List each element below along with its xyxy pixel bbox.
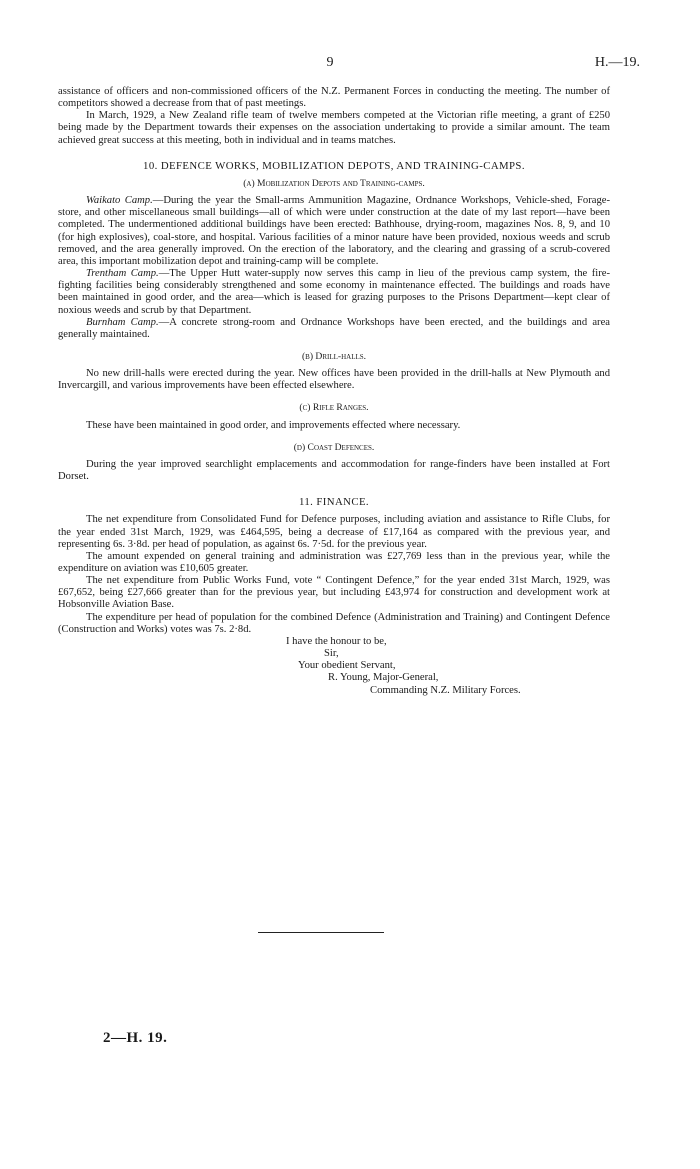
- signature-block: [58, 636, 610, 697]
- footer-mark: 2—H. 19.: [103, 1030, 168, 1046]
- subheading-a-text: (a) Mobilization Depots and Training-camps.: [243, 177, 425, 189]
- subheading-c: [58, 402, 610, 414]
- subheading-a: [58, 178, 610, 190]
- paragraph-finance-4: The expenditure per head of population for the combined Defence (Administration and Training) and Contingent Defence (Construction and Works) votes was 7s. 2·8d.: [58, 611, 610, 635]
- signature-line: Sir,: [324, 648, 339, 660]
- paragraph-coast-defences: During the year improved searchlight emplacements and accommodation for range-finders have been installed at Fort Dorset.: [58, 458, 610, 483]
- paragraph: assistance of officers and non-commissioned officers of the N.Z. Permanent Forces in conducting the meeting. The number of competitors showed a decrease from that of past meetings.: [58, 86, 610, 110]
- document-reference: H.—19.: [594, 55, 640, 70]
- section-heading-10: 10. DEFENCE WORKS, MOBILIZATION DEPOTS, AND TRAINING-CAMPS.: [143, 159, 525, 172]
- paragraph-finance-3: The net expenditure from Public Works Fund, vote “ Contingent Defence,” for the year ended 31st March, 1929, was £67,652, being £27,666 greater than for the previous year, but including £43,974 for construction and development work at Hobsonville Aviation Base.: [58, 575, 610, 611]
- divider-rule: [258, 932, 384, 933]
- paragraph-drill-halls: No new drill-halls were erected during the year. New offices have been provided in the drill-halls at New Plymouth and Invercargill, and various improvements have been effected elsewhere.: [58, 368, 610, 392]
- signature-line: R. Young, Major-General,: [328, 672, 439, 684]
- paragraph-rifle-ranges: These have been maintained in good order, and improvements effected where necessary.: [86, 419, 461, 431]
- subheading-c-text: (c) Rifle Ranges.: [299, 402, 369, 414]
- paragraph-finance-1: The net expenditure from Consolidated Fund for Defence purposes, including aviation and assistance to Rifle Clubs, for the year ended 31st March, 1929, was £464,595, being a decrease of £17,164 as compared with the previous year, and representing 6s. 3·8d. per head of population, as against 6s. 7·5d. for the previous year.: [58, 514, 610, 550]
- subheading-b: [58, 351, 610, 363]
- trentham-text: —The Upper Hutt water-supply now serves this camp in lieu of the previous camp system, the fire-fighting facilities being considerably strengthened and some economy in maintenance effected. The buildings and roads have been maintained in good order, and the area—which is leased for grazing purposes to the Prisons Department—kept clear of noxious weeds and scrub by that Department.: [58, 268, 610, 316]
- subheading-d: [58, 442, 610, 454]
- paragraph-trentham: [58, 268, 610, 317]
- signature-line: I have the honour to be,: [286, 635, 387, 647]
- paragraph-finance-2: The amount expended on general training and administration was £27,769 less than in the previous year, while the expenditure on aviation was £10,605 greater.: [58, 550, 610, 574]
- subheading-b-text: (b) Drill-halls.: [301, 350, 367, 362]
- page-number: 9: [326, 55, 334, 70]
- paragraph: In March, 1929, a New Zealand rifle team of twelve members competed at the Victorian rifle meeting, a grant of £250 being made by the Department towards their expenses on the association undertaking to provide a similar amount. The team achieved great success at this meeting, both in individual and in teams matches.: [58, 110, 610, 146]
- signature-line: Commanding N.Z. Military Forces.: [370, 684, 521, 696]
- document-body: [58, 86, 610, 697]
- trentham-label: Trentham Camp.: [86, 268, 159, 280]
- paragraph-burnham: [58, 317, 610, 341]
- waikato-text: —During the year the Small-arms Ammunition Magazine, Ordnance Workshops, Vehicle-shed, Forage-store, and other miscellaneous small buildings—all of which were under construction at the date of my last report—have been completed. The undermentioned additional buildings have been erected: Bathhouse, drying-room, magazines Nos. 8, 9, and 10 (for high explosives), coal-store, and hospital. Various facilities of a minor nature have been provided, noxious weeds and scrub removed, and the area generally improved. On the erection of the laboratory, and the clearing and grassing of a scrub-covered area, this important mobilization depot and training-camp will be complete.: [58, 195, 610, 267]
- burnham-label: Burnham Camp.: [86, 316, 159, 328]
- paragraph-waikato: [58, 195, 610, 268]
- subheading-d-text: (d) Coast Defences.: [293, 441, 375, 453]
- section-heading-11: 11. FINANCE.: [298, 496, 370, 509]
- burnham-text: —A concrete strong-room and Ordnance Workshops have been erected, and the buildings and area generally maintained.: [58, 316, 610, 340]
- signature-line: Your obedient Servant,: [298, 660, 396, 672]
- waikato-label: Waikato Camp.: [86, 195, 153, 207]
